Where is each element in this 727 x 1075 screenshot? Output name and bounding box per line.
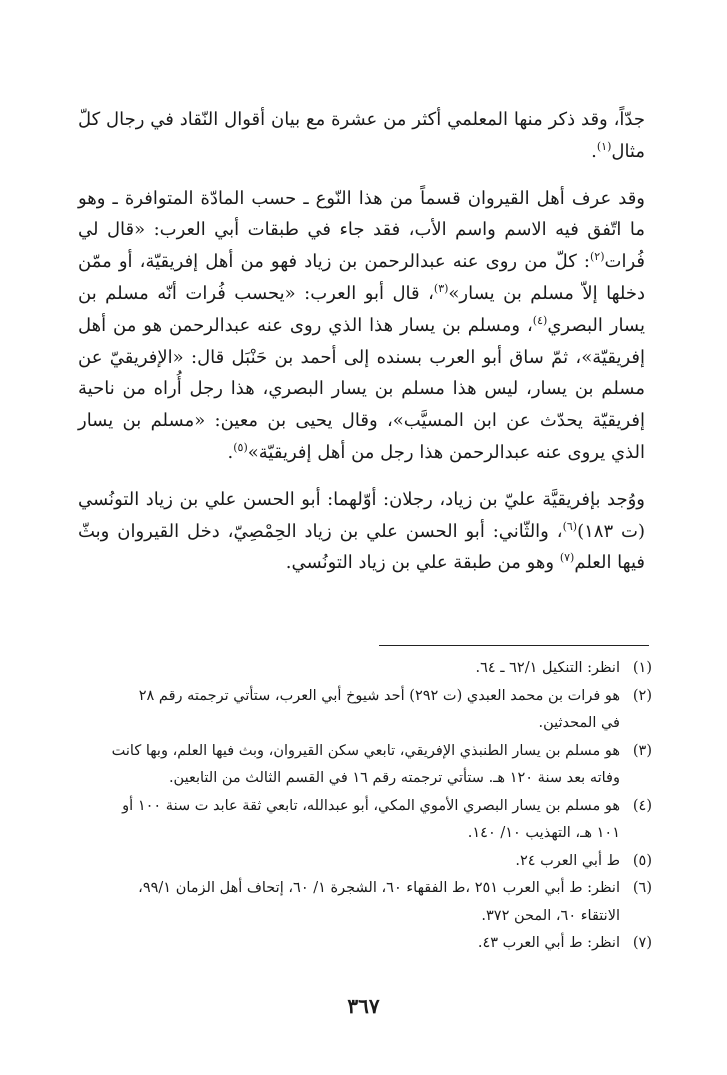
footnote-6	[78, 875, 652, 930]
main-text	[78, 104, 645, 579]
footnote-number: (٧)	[632, 935, 652, 951]
footnote-divider	[379, 645, 649, 646]
footnote-number: (١)	[632, 660, 652, 676]
footnote-1	[78, 655, 652, 683]
footnote-line: انظر: ط أبي العرب ٤٣.	[477, 935, 620, 951]
footnote-ref-1[interactable]: (١)	[596, 139, 612, 153]
footnote-line: هو مسلم بن يسار الطنبذي الإفريقي، تابعي سكن القيروان، وبث فيها العلم، وبها كانت	[111, 742, 620, 759]
text-run: ووُجد بإفريقيَّة عليّ بن زياد، رجلان: أوّلهما: أبو الحسن علي بن زياد التونُسي (ت ١٨٣)	[78, 488, 645, 542]
paragraph-2	[78, 183, 645, 469]
footnote-text	[78, 848, 620, 876]
text-run: ، والثّاني: أبو الحسن علي بن زياد الحِمْصِيّ، دخل القيروان وبثّ فيها العلم	[78, 520, 645, 574]
footnote-line: في المحدثين.	[538, 715, 620, 731]
footnote-3	[78, 738, 652, 793]
text-run: ، ومسلم بن يسار هذا الذي روى عنه عبدالرحمن هو من أهل إفريقيّة»، ثمّ ساق أبو العرب بسنده إلى أحمد بن حَنْبَل قال: «الإفريقيّ عن مسلم بن يسار، ليس هذا مسلم بن يسار البصري، هذا رجل أُراه من ناحية إفريقيّة يحدّث عن ابن المسيَّب»، وقال يحيى بن معين: «مسلم بن يسار الذي يروى عنه عبدالرحمن هذا رجل من أهل إفريقيّة»	[78, 314, 645, 463]
footnote-number: (٣)	[632, 742, 652, 759]
footnote-line: ١٠١ هـ، التهذيب ١٠/ ١٤٠.	[467, 825, 620, 841]
footnote-ref-5[interactable]: (٥)	[233, 440, 248, 454]
text-run: ، قال أبو العرب: «يحسب فُرات أنّه مسلم بن يسار البصري	[78, 282, 646, 336]
footnote-line: الانتقاء ٦٠، المحن ٣٧٢.	[481, 907, 620, 924]
footnote-ref-4[interactable]: (٤)	[532, 313, 548, 327]
paragraph-3	[78, 484, 645, 579]
footnote-line: ط أبي العرب ٢٤.	[515, 852, 620, 869]
page-number: ٣٦٧	[347, 994, 380, 1018]
text-run: جدّاً، وقد ذكر منها المعلمي أكثر من عشرة مع بيان أقوال النّقاد في رجال كلّ	[78, 109, 645, 130]
text-run: : كلّ من روى عنه عبدالرحمن بن زياد فهو من أهل إفريقيّة، أو ممّن دخلها إلاّ مسلم بن يسار»	[78, 251, 645, 304]
footnote-text	[78, 655, 620, 683]
footnote-7	[78, 930, 652, 958]
footnote-line: انظر: ط أبي العرب ٢٥١ ،ط الفقهاء ٦٠، الشجرة ١/ ٦٠، إتحاف أهل الزمان ٩٩/١،	[138, 880, 620, 896]
footnote-text	[78, 738, 620, 793]
footnote-text	[78, 683, 620, 738]
text-run: وقد عرف أهل القيروان قسماً من هذا النّوع ـ حسب المادّة المتوافرة ـ وهو ما اتّفق فيه الاسم واسم الأب، فقد جاء في طبقات أبي العرب: «قال لي فُرات	[78, 187, 645, 273]
text-run: .	[591, 140, 597, 162]
footnotes	[78, 655, 652, 958]
paragraph-1	[78, 104, 645, 168]
footnote-line: انظر: التنكيل ٦٢/١ ـ ٦٤.	[475, 660, 620, 676]
footnote-ref-6[interactable]: (٦)	[562, 519, 578, 533]
footnote-line: وفاته بعد سنة ١٢٠ هـ. ستأتي ترجمته رقم ١٦ في القسم الثالث من التابعين.	[168, 770, 620, 786]
text-run: مثال	[611, 140, 645, 162]
footnote-4	[78, 793, 652, 848]
footnote-text	[78, 875, 620, 930]
footnote-line: هو مسلم بن يسار البصري الأموي المكي، أبو عبدالله، تابعي ثقة عابد ت سنة ١٠٠ أو	[122, 797, 620, 814]
footnote-ref-7[interactable]: (٧)	[559, 551, 575, 565]
footnote-text	[78, 793, 620, 848]
footnote-number: (٢)	[632, 687, 652, 704]
footnote-number: (٦)	[632, 880, 652, 896]
text-run: وهو من طبقة علي بن زياد التونُسي.	[285, 552, 560, 574]
footnote-2	[78, 683, 652, 738]
footnote-ref-3[interactable]: (٣)	[433, 281, 449, 295]
footnote-text	[78, 930, 620, 958]
footnote-5	[78, 848, 652, 876]
footnote-number: (٥)	[632, 852, 652, 869]
footnote-line: هو فرات بن محمد العبدي (ت ٢٩٢) أحد شيوخ أبي العرب، ستأتي ترجمته رقم ٢٨	[138, 687, 620, 704]
footnote-number: (٤)	[632, 797, 652, 814]
text-run: .	[227, 441, 234, 463]
footnote-ref-2[interactable]: (٢)	[590, 250, 605, 264]
